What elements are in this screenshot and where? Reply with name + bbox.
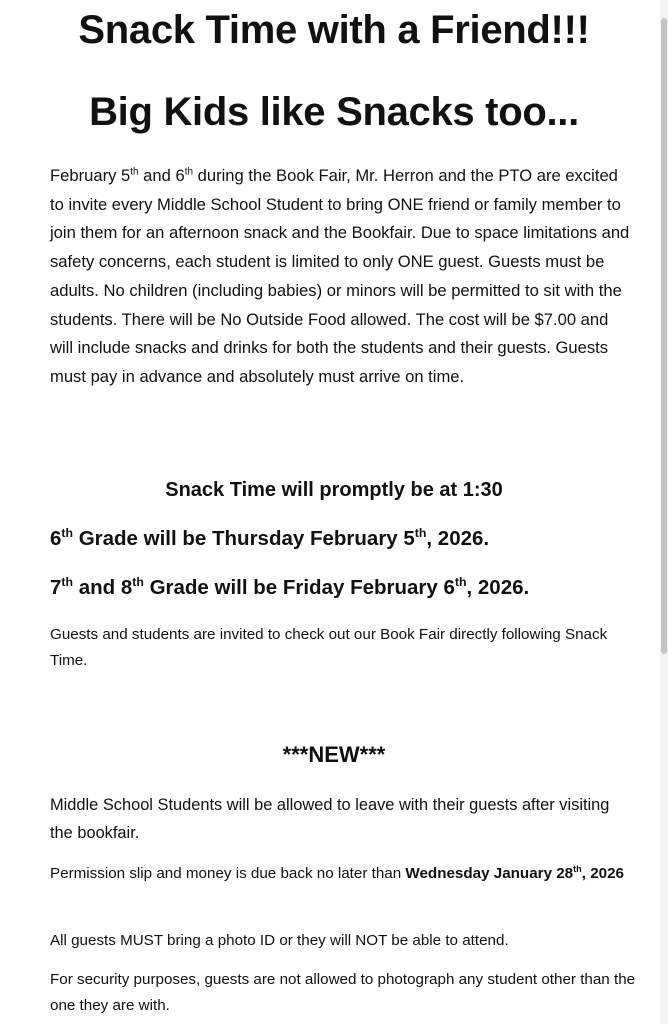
- grade-6-schedule: 6th Grade will be Thursday February 5th, 2026.: [50, 526, 490, 550]
- scrollbar-thumb[interactable]: [661, 18, 667, 654]
- scrollbar-track[interactable]: [660, 0, 668, 1024]
- book-fair-note: Guests and students are invited to check out our Book Fair directly following Snack Time.: [50, 626, 608, 669]
- security-note: For security purposes, guests are not allowed to photograph any student other than the one they are with.: [50, 971, 636, 1014]
- photo-id-note: All guests MUST bring a photo ID or they will NOT be able to attend.: [50, 932, 509, 949]
- new-heading: ***NEW***: [282, 742, 386, 767]
- leave-with-guests-note: Middle School Students will be allowed to leave with their guests after visiting the bookfair.: [50, 796, 610, 842]
- flyer-subtitle: Big Kids like Snacks too...: [89, 90, 579, 134]
- intro-paragraph: February 5th and 6th during the Book Fair, Mr. Herron and the PTO are excited to invite every Middle School Student to bring ONE friend or family member to join them for an afternoon snack and the Bookfair. Due to space limitations and safety concerns, each student is limited to only ONE guest. Guests must be adults. No children (including babies) or minors will be permitted to sit with the students. There will be No Outside Food allowed. The cost will be $7.00 and will include snacks and drinks for both the students and their guests. Guests must pay in advance and absolutely must arrive on time.: [50, 166, 630, 386]
- grade-7-8-schedule: 7th and 8th Grade will be Friday February 6th, 2026.: [50, 575, 530, 599]
- permission-deadline: Permission slip and money is due back no later than Wednesday January 28th, 2026: [50, 863, 624, 882]
- flyer-title: Snack Time with a Friend!!!: [78, 8, 590, 52]
- snack-time-heading: Snack Time will promptly be at 1:30: [165, 479, 503, 501]
